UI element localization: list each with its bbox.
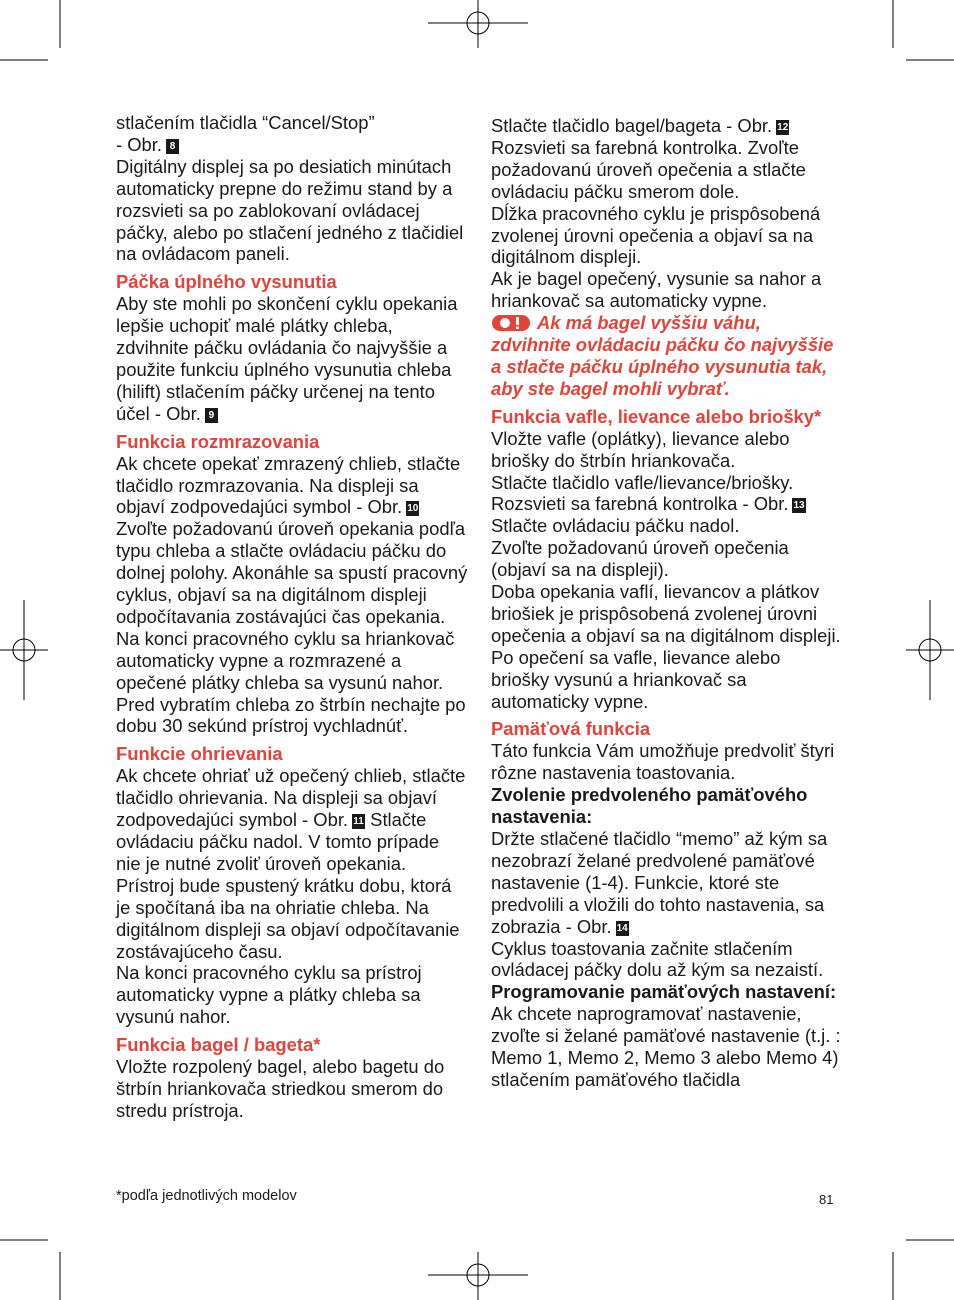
figure-ref: 12 (777, 122, 789, 133)
registration-mark-icon (428, 1252, 528, 1300)
paragraph: Ak chcete ohriať už opečený chlieb, stlačte tlačidlo ohrievania. Na displeji sa objaví zodpovedajúci symbol - Obr. 11 Stlačte ovládaciu páčku nadol. V tomto prípade nie je nutné zvoliť úroveň opekania. Prístroj bude spustený krátku dobu, ktorá je spočítaná iba na ohriatie chleba. Na digitálnom displeji sa objaví odpočítavanie zostávajúceho času. (116, 765, 466, 962)
page-number: 81 (819, 1192, 834, 1207)
section-heading: Funkcia rozmrazovania (116, 430, 320, 452)
paragraph: stlačením tlačidla “Cancel/Stop” - Obr. 8 (116, 112, 375, 155)
paragraph: Aby ste mohli po skončení cyklu opekania lepšie uchopiť malé plátky chleba, zdvihnite páčku ovládania čo najvyššie a použite funkciu úplného vysunutia chleba (hilift) stlačením páčky určenej na tento účel - Obr. 9 (116, 293, 458, 424)
section-heading: Funkcia bagel / bageta* (116, 1034, 321, 1056)
left-column (116, 112, 468, 1122)
registration-mark-icon (906, 600, 954, 700)
section-heading: Pamäťová funkcia (491, 718, 651, 740)
paragraph: Ak chcete opekať zmrazený chlieb, stlačte tlačidlo rozmrazovania. Na displeji sa objaví zodpovedajúci symbol - Obr. 10 Zvoľte požadovanú úroveň opekania podľa typu chleba a stlačte ovládaciu páčku do dolnej polohy. Akonáhle sa spustí pracovný cyklus, objaví sa na digitálnom displeji odpočítavania zostávajúci čas opekania. Na konci pracovného cyklu sa hriankovač automaticky vypne a rozmrazené a opečené plátky chleba sa vysunú nahor. (116, 452, 468, 693)
paragraph: Držte stlačené tlačidlo “memo” až kým sa nezobrazí želané predvolené pamäťové nastavenie (1-4). Funkcie, ktoré ste predvolili a vložili do tohto nastavenia, sa zobrazia - Obr. 14 (491, 828, 828, 937)
figure-ref: 14 (616, 922, 628, 934)
registration-mark-icon (0, 600, 48, 700)
subheading: Programovanie pamäťových nastavení: (491, 981, 837, 1003)
warning-note: Ak má bagel vyššiu váhu, zdvihnite ovládaciu páčku čo najvyššie a stlačte páčku úplného vysunutia tak, aby ste bagel mohli vybrať. (491, 312, 834, 399)
paragraph: Stlačte tlačidlo bagel/bageta - Obr. 12 (491, 115, 789, 136)
figure-ref: 10 (407, 503, 419, 515)
footnote: *podľa jednotlivých modelov (116, 1188, 297, 1204)
right-column (491, 115, 841, 1091)
figure-ref: 9 (205, 408, 218, 423)
paragraph: Stlačte ovládaciu páčku nadol. (491, 515, 740, 537)
paragraph: Doba opekania vaflí, lievancov a plátkov briošiek je prispôsobená zvolenej úrovni opečenia a objaví sa na digitálnom displeji. (491, 581, 841, 646)
section-heading: Funkcie ohrievania (116, 743, 283, 765)
paragraph: Rozsvieti sa farebná kontrolka. Zvoľte požadovanú úroveň opečenia a stlačte ovládaciu páčku smerom dole. (491, 136, 806, 202)
figure-ref: 11 (353, 816, 364, 828)
paragraph: Na konci pracovného cyklu sa prístroj automaticky vypne a plátky chleba sa vysunú nahor. (116, 962, 422, 1028)
paragraph: Ak je bagel opečený, vysunie sa nahor a hriankovač sa automaticky vypne. (491, 268, 822, 312)
paragraph: Rozsvieti sa farebná kontrolka - Obr. 13 (491, 493, 805, 515)
warning-icon (491, 314, 531, 332)
paragraph: Ak chcete naprogramovať nastavenie, zvoľte si želané pamäťové nastavenie (t.j. : Memo 1, Memo 2, Memo 3 alebo Memo 4) stlačením pamäťového tlačidla (491, 1003, 841, 1090)
paragraph: Zvoľte požadovanú úroveň opečenia (objaví sa na displeji). (491, 537, 789, 581)
paragraph: Táto funkcia Vám umožňuje predvoliť štyri rôzne nastavenia toastovania. (491, 740, 835, 784)
paragraph: Pred vybratím chleba zo štrbín nechajte po dobu 30 sekúnd prístroj vychladnúť. (116, 693, 466, 737)
paragraph: Cyklus toastovania začnite stlačením ovládacej páčky dolu až kým sa nezaistí. (491, 937, 824, 981)
paragraph: Digitálny displej sa po desiatich minútach automaticky prepne do režimu stand by a rozsvieti sa po zablokovaní ovládacej páčky, alebo po stlačení jedného z tlačidiel na ovládacom paneli. (116, 155, 464, 265)
subheading: Zvolenie predvoleného pamäťového nastavenia: (491, 784, 808, 828)
figure-ref: 13 (793, 500, 805, 512)
section-heading: Funkcia vafle, lievance alebo briošky* (491, 405, 822, 427)
paragraph: Vložte vafle (oplátky), lievance alebo briošky do štrbín hriankovača. (491, 427, 790, 471)
paragraph: Dĺžka pracovného cyklu je prispôsobená zvolenej úrovni opečenia a objaví sa na digitálnom displeji. (491, 202, 821, 268)
paragraph: Vložte rozpolený bagel, alebo bagetu do štrbín hriankovača striedkou smerom do stredu prístroja. (116, 1056, 445, 1121)
paragraph: Stlačte tlačidlo vafle/lievance/briošky. (491, 471, 794, 493)
paragraph: Po opečení sa vafle, lievance alebo briošky vysunú a hriankovač sa automaticky vypne. (491, 646, 781, 712)
section-heading: Páčka úplného vysunutia (116, 271, 337, 293)
registration-mark-icon (428, 0, 528, 50)
figure-ref: 8 (166, 139, 179, 154)
